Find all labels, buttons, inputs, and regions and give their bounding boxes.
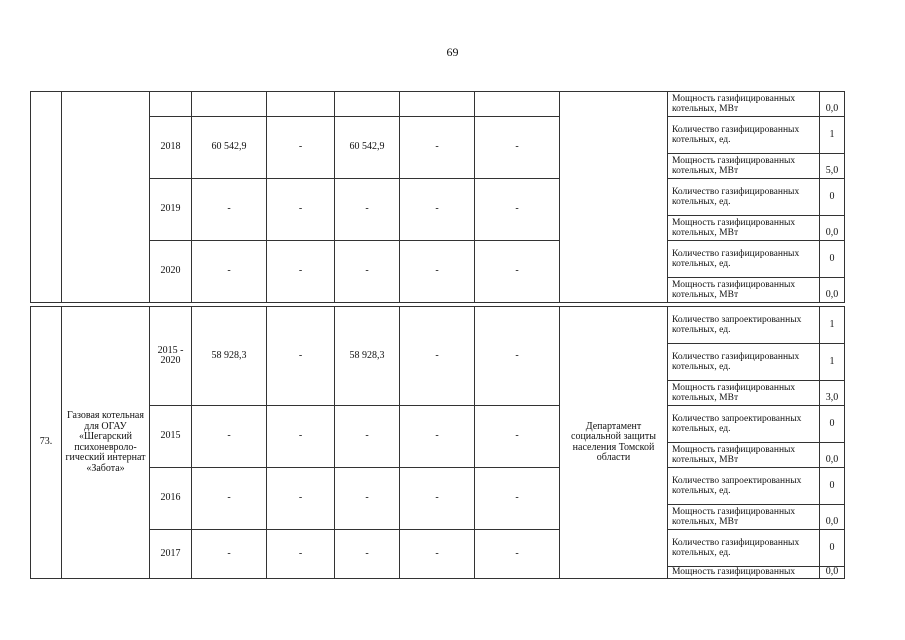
year-cell: 2015 - 2020 (150, 307, 192, 406)
federal-cell: - (267, 530, 335, 579)
federal-cell: - (267, 179, 335, 241)
year-cell: 2015 (150, 406, 192, 468)
local-cell: - (400, 530, 475, 579)
local-cell: - (400, 241, 475, 303)
other-cell (475, 92, 560, 117)
indicator-name: Количество газифицированных котельных, ед. (668, 344, 820, 381)
regional-cell: 60 542,9 (335, 117, 400, 179)
table-row (31, 530, 845, 567)
federal-cell: - (267, 117, 335, 179)
regional-cell (335, 92, 400, 117)
local-cell (400, 92, 475, 117)
indicator-name: Количество запроектированных котельных, ед. (668, 406, 820, 443)
total-cell: - (192, 179, 267, 241)
year-cell: 2018 (150, 117, 192, 179)
other-cell: - (475, 307, 560, 406)
indicator-name: Мощность газифицированных котельных, МВт (668, 505, 820, 530)
local-cell: - (400, 179, 475, 241)
local-cell: - (400, 406, 475, 468)
indicator-name: Количество запроектированных котельных, ед. (668, 468, 820, 505)
table-row (31, 117, 845, 154)
total-cell: - (192, 406, 267, 468)
indicator-name: Мощность газифицированных котельных, МВт (668, 216, 820, 241)
total-cell: - (192, 241, 267, 303)
total-cell: 60 542,9 (192, 117, 267, 179)
program-table (30, 91, 845, 303)
year-cell: 2020 (150, 241, 192, 303)
indicator-value: 0,0 (820, 443, 845, 468)
federal-cell: - (267, 307, 335, 406)
regional-cell: 58 928,3 (335, 307, 400, 406)
year-cell: 2019 (150, 179, 192, 241)
program-table-item73 (30, 306, 845, 579)
indicator-value: 1 (820, 307, 845, 344)
federal-cell: - (267, 241, 335, 303)
indicator-value: 1 (820, 344, 845, 381)
federal-cell (267, 92, 335, 117)
indicator-name: Мощность газифицированных котельных, МВт (668, 443, 820, 468)
table-row (31, 406, 845, 443)
indicator-name: Мощность газифицированных (668, 567, 820, 579)
indicator-value: 0 (820, 530, 845, 567)
other-cell: - (475, 468, 560, 530)
executor-cell (560, 92, 668, 303)
indicator-value: 5,0 (820, 154, 845, 179)
table-row (31, 241, 845, 278)
table-row (31, 307, 845, 344)
item-name: Газовая котельная для ОГАУ «Шегарский психоневроло-гический интернат «Забота» (62, 307, 150, 579)
total-cell: 58 928,3 (192, 307, 267, 406)
indicator-value: 0,0 (820, 216, 845, 241)
local-cell: - (400, 468, 475, 530)
indicator-name: Количество запроектированных котельных, ед. (668, 307, 820, 344)
page-number: 69 (446, 45, 459, 59)
year-cell: 2017 (150, 530, 192, 579)
indicator-name: Мощность газифицированных котельных, МВт (668, 278, 820, 303)
item-number: 73. (31, 307, 62, 579)
indicator-value: 0 (820, 241, 845, 278)
regional-cell: - (335, 179, 400, 241)
year-cell: 2016 (150, 468, 192, 530)
other-cell: - (475, 179, 560, 241)
indicator-name: Количество газифицированных котельных, ед. (668, 530, 820, 567)
local-cell: - (400, 117, 475, 179)
indicator-value: 0 (820, 179, 845, 216)
indicator-value: 0,0 (820, 92, 845, 117)
other-cell: - (475, 406, 560, 468)
total-cell (192, 92, 267, 117)
regional-cell: - (335, 241, 400, 303)
table-row (31, 468, 845, 505)
regional-cell: - (335, 406, 400, 468)
indicator-name: Мощность газифицированных котельных, МВт (668, 381, 820, 406)
indicator-value: 1 (820, 117, 845, 154)
indicator-value: 0 (820, 468, 845, 505)
federal-cell: - (267, 406, 335, 468)
total-cell: - (192, 468, 267, 530)
indicator-name: Мощность газифицированных котельных, МВт (668, 92, 820, 117)
indicator-value: 0,0 (820, 567, 845, 579)
indicator-name: Количество газифицированных котельных, ед. (668, 179, 820, 216)
item-name-cell (62, 92, 150, 303)
local-cell: - (400, 307, 475, 406)
executor-cell: Департамент социальной защиты населения Томской области (560, 307, 668, 579)
indicator-name: Мощность газифицированных котельных, МВт (668, 154, 820, 179)
item-number-cell (31, 92, 62, 303)
other-cell: - (475, 241, 560, 303)
other-cell: - (475, 117, 560, 179)
indicator-value: 3,0 (820, 381, 845, 406)
table-row (31, 92, 845, 117)
indicator-name: Количество газифицированных котельных, ед. (668, 241, 820, 278)
indicator-value: 0 (820, 406, 845, 443)
federal-cell: - (267, 468, 335, 530)
indicator-value: 0,0 (820, 505, 845, 530)
year-cell (150, 92, 192, 117)
regional-cell: - (335, 468, 400, 530)
regional-cell: - (335, 530, 400, 579)
indicator-value: 0,0 (820, 278, 845, 303)
indicator-name: Количество газифицированных котельных, ед. (668, 117, 820, 154)
table-row (31, 179, 845, 216)
other-cell: - (475, 530, 560, 579)
total-cell: - (192, 530, 267, 579)
